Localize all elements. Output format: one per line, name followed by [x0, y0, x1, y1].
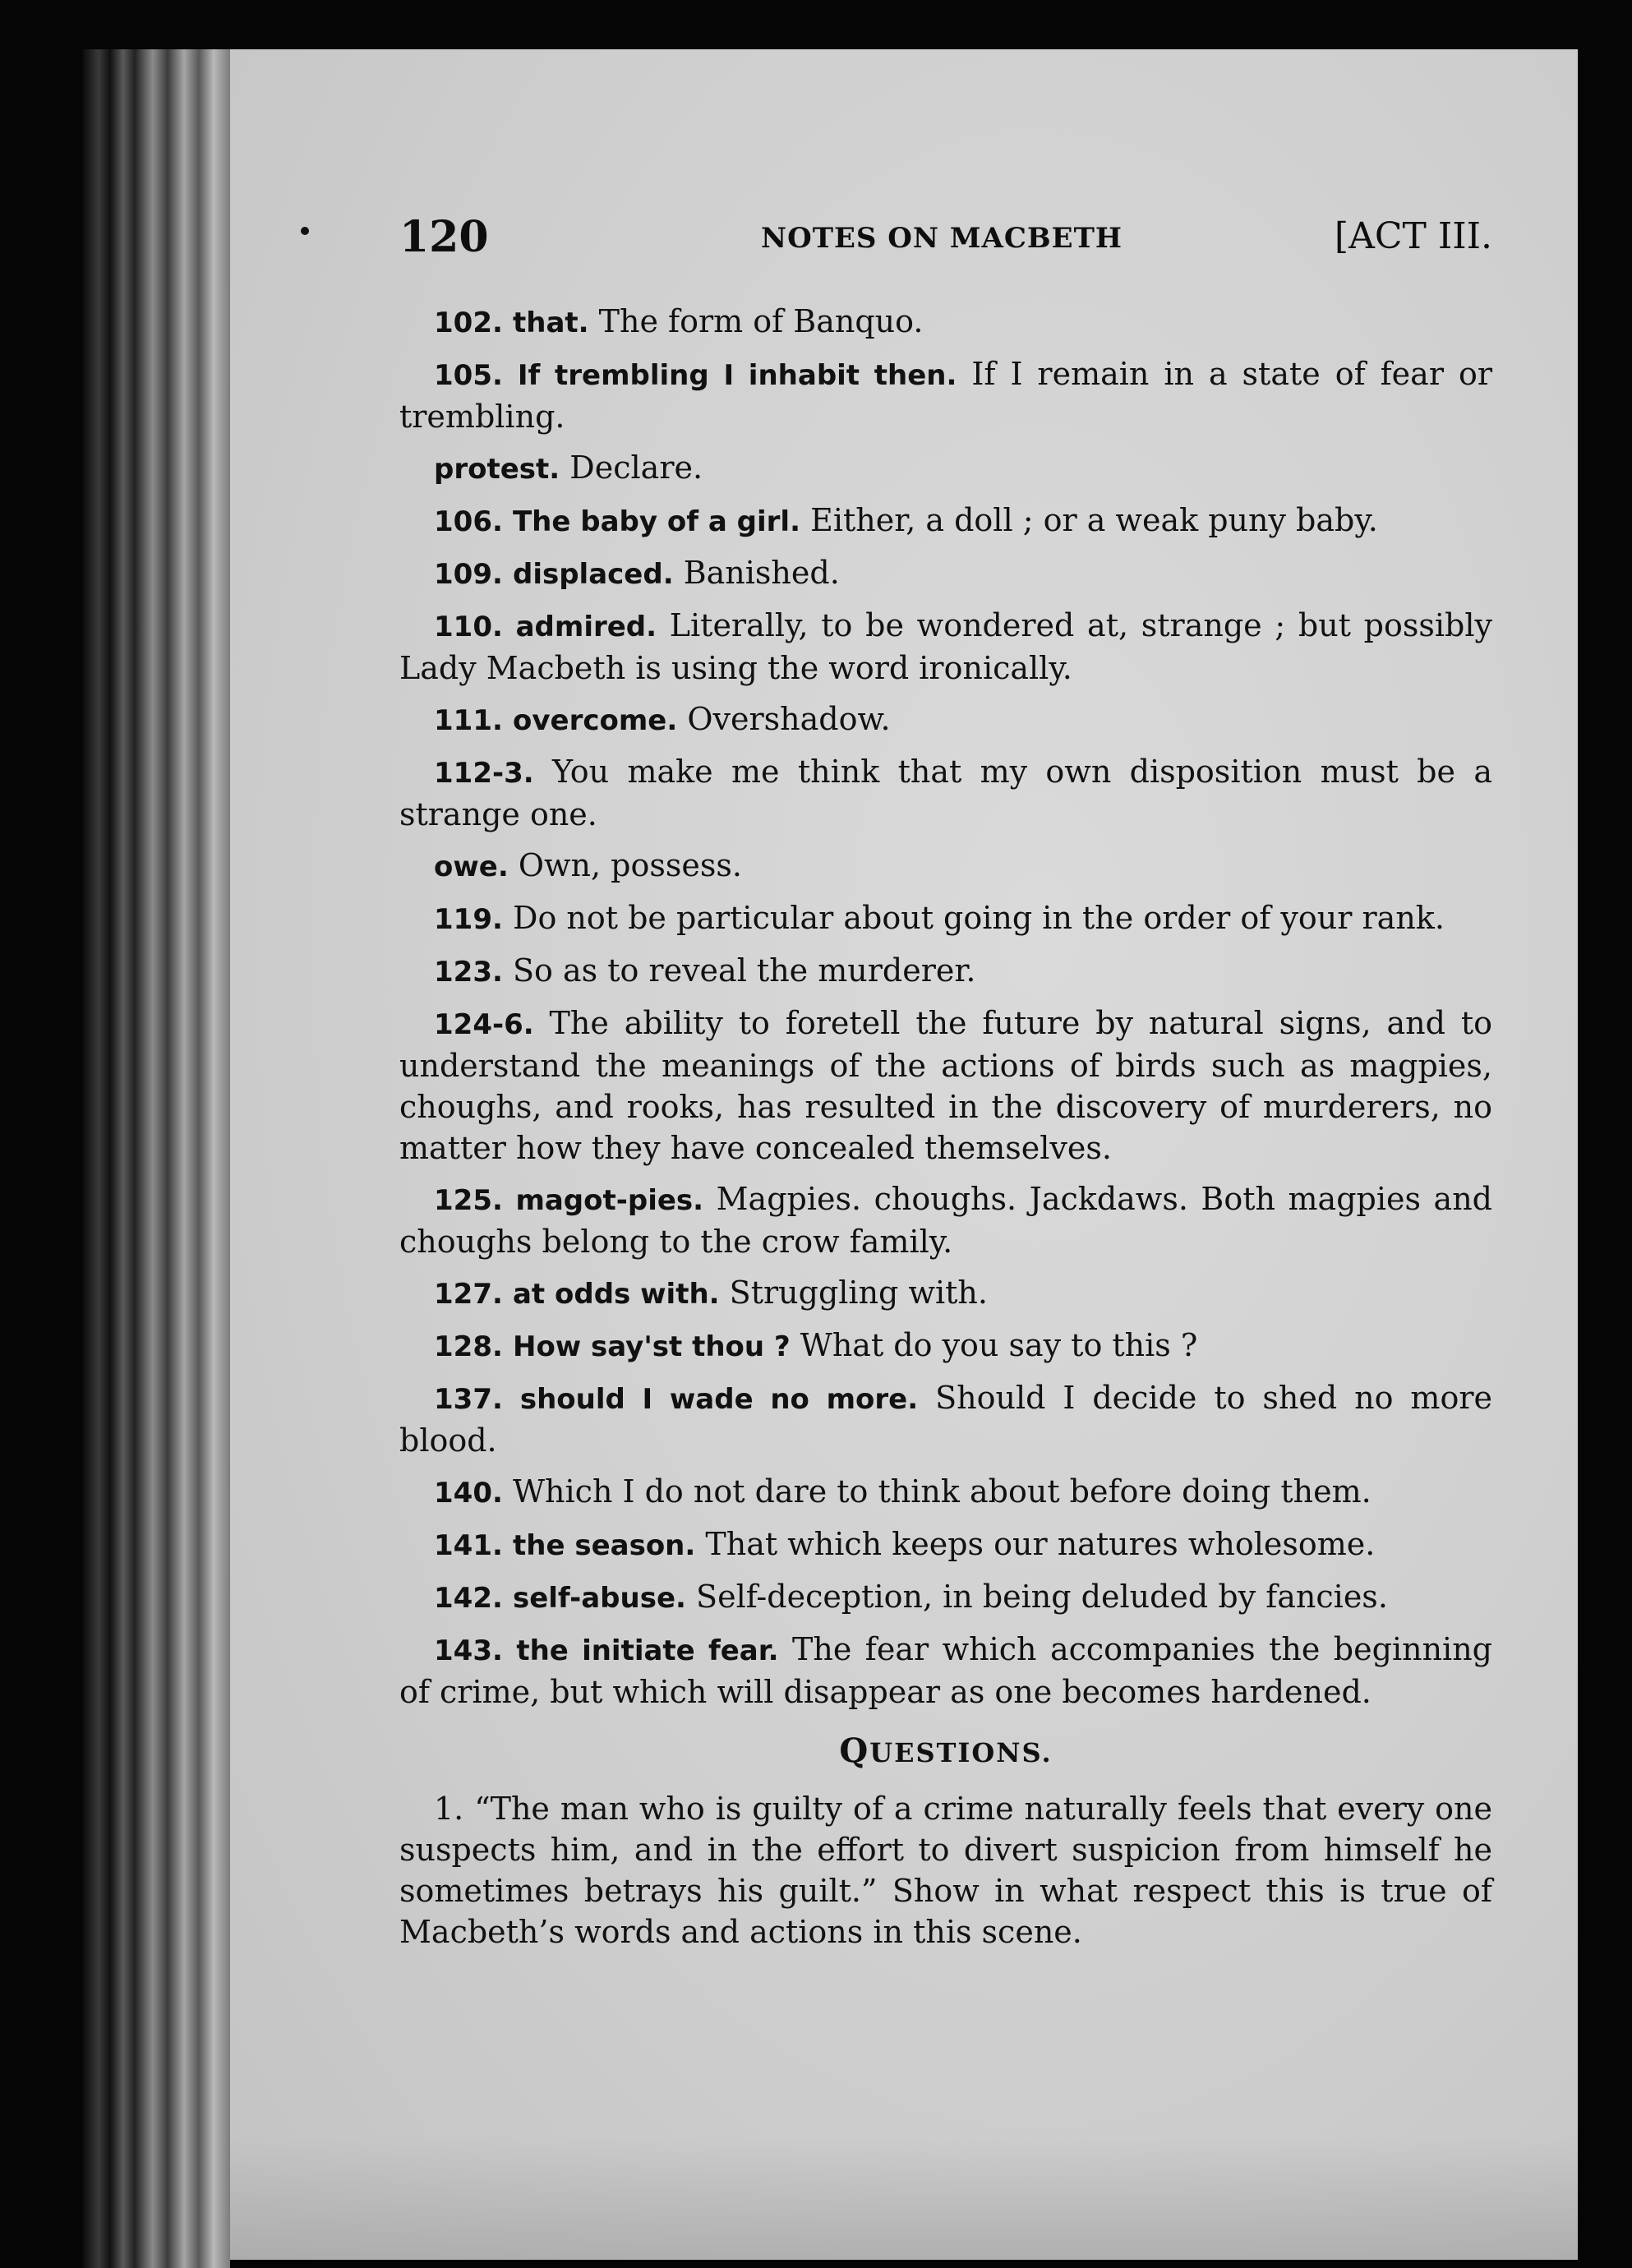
note-item	[399, 1471, 1492, 1514]
gloss-text: Self-deception, in being deluded by fancies.	[696, 1579, 1388, 1615]
act-label: [ACT III.	[1334, 215, 1492, 257]
question-text: “The man who is guilty of a crime naturally feels that every one suspects him, and in the effort to divert suspicion from himself he sometimes betrays his guilt.” Show in what respect this is true of Macbeth’s words and actions in this scene.	[399, 1791, 1492, 1950]
line-number: 127.	[434, 1278, 503, 1311]
glossed-term: at odds with.	[512, 1278, 720, 1311]
margin-dot	[301, 227, 309, 235]
note-item	[399, 301, 1492, 343]
gloss-text: Should I decide to shed no more blood.	[399, 1380, 1492, 1459]
gloss-text: You make me think that my own disposition must be a strange one.	[399, 754, 1492, 832]
line-number: 112-3.	[434, 757, 534, 790]
line-number: 109.	[434, 558, 503, 591]
line-number: 105.	[434, 359, 503, 392]
gloss-text: The fear which accompanies the beginning of crime, but which will disappear as one becomes hardened.	[399, 1631, 1492, 1710]
gloss-text: If I remain in a state of fear or trembling.	[399, 356, 1492, 435]
note-item	[399, 447, 1492, 490]
line-number: 119.	[434, 903, 503, 936]
page-shadow	[230, 2137, 1578, 2260]
gloss-text: So as to reveal the murderer.	[512, 952, 976, 989]
note-item	[399, 751, 1492, 835]
line-number: 110.	[434, 611, 503, 643]
note-item	[399, 1003, 1492, 1169]
question-number: 1.	[434, 1791, 464, 1827]
note-item	[399, 552, 1492, 595]
note-item	[399, 897, 1492, 940]
questions-heading: QUESTIONS.	[839, 1731, 1053, 1770]
note-item	[399, 605, 1492, 689]
glossed-term: The baby of a girl.	[512, 505, 800, 538]
gloss-text: Magpies. choughs. Jackdaws. Both magpies and choughs belong to the crow family.	[399, 1181, 1492, 1260]
glossed-term: admired.	[515, 611, 657, 643]
notes-list	[399, 301, 1492, 1713]
note-item	[399, 1524, 1492, 1566]
note-item	[399, 950, 1492, 993]
line-number: 106.	[434, 505, 503, 538]
gloss-text: Either, a doll ; or a weak puny baby.	[810, 502, 1378, 538]
line-number: 123.	[434, 956, 503, 989]
gloss-text: Do not be particular about going in the order of your rank.	[512, 900, 1445, 936]
gloss-text: Own, possess.	[518, 847, 742, 883]
line-number: 142.	[434, 1582, 503, 1615]
line-number: 128.	[434, 1330, 503, 1363]
line-number: 111.	[434, 704, 503, 737]
glossed-term: magot-pies.	[515, 1184, 704, 1217]
glossed-term: How say'st thou ?	[512, 1330, 791, 1363]
gloss-text: Struggling with.	[729, 1275, 988, 1311]
gloss-text: Which I do not dare to think about before doing them.	[512, 1473, 1372, 1510]
glossed-term: the season.	[512, 1529, 696, 1562]
glossed-term: that.	[512, 307, 589, 339]
note-item	[399, 1178, 1492, 1262]
gloss-text: Banished.	[683, 555, 840, 591]
book-spine	[82, 49, 230, 2268]
page-header	[399, 212, 1492, 278]
note-item	[399, 353, 1492, 437]
gloss-text: That which keeps our natures wholesome.	[705, 1526, 1376, 1562]
glossed-term: self-abuse.	[512, 1582, 686, 1615]
line-number: 137.	[434, 1383, 503, 1416]
glossed-term: overcome.	[512, 704, 678, 737]
gloss-text: The form of Banquo.	[598, 303, 924, 339]
line-number: 102.	[434, 307, 503, 339]
glossed-term: should I wade no more.	[519, 1383, 919, 1416]
gloss-text: The ability to foretell the future by natural signs, and to understand the meanings of the actions of birds such as magpies, choughs, and rooks, has resulted in the discovery of murderers, no matter how they have concealed themselves.	[399, 1005, 1492, 1166]
question-item	[399, 1788, 1492, 1952]
questions-list	[399, 1788, 1492, 1952]
glossed-term: the initiate fear.	[516, 1634, 779, 1667]
note-item	[399, 1576, 1492, 1619]
glossed-term: protest.	[434, 453, 560, 486]
notes-body	[399, 301, 1492, 1952]
line-number: 143.	[434, 1634, 503, 1667]
note-item	[399, 698, 1492, 741]
note-item	[399, 845, 1492, 887]
glossed-term: If trembling I inhabit then.	[517, 359, 957, 392]
line-number: 125.	[434, 1184, 503, 1217]
note-item	[399, 1377, 1492, 1461]
line-number: 124-6.	[434, 1008, 534, 1041]
note-item	[399, 1629, 1492, 1713]
note-item	[399, 500, 1492, 542]
glossed-term: displaced.	[512, 558, 674, 591]
running-title: NOTES ON MACBETH	[761, 222, 1123, 255]
page-number: 120	[399, 212, 489, 262]
gloss-text: What do you say to this ?	[800, 1327, 1198, 1363]
line-number: 140.	[434, 1477, 503, 1510]
glossed-term: owe.	[434, 850, 509, 883]
line-number: 141.	[434, 1529, 503, 1562]
gloss-text: Literally, to be wondered at, strange ; but possibly Lady Macbeth is using the word ironically.	[399, 607, 1492, 686]
note-item	[399, 1272, 1492, 1315]
note-item	[399, 1325, 1492, 1367]
gloss-text: Declare.	[569, 449, 703, 486]
gloss-text: Overshadow.	[687, 701, 891, 737]
